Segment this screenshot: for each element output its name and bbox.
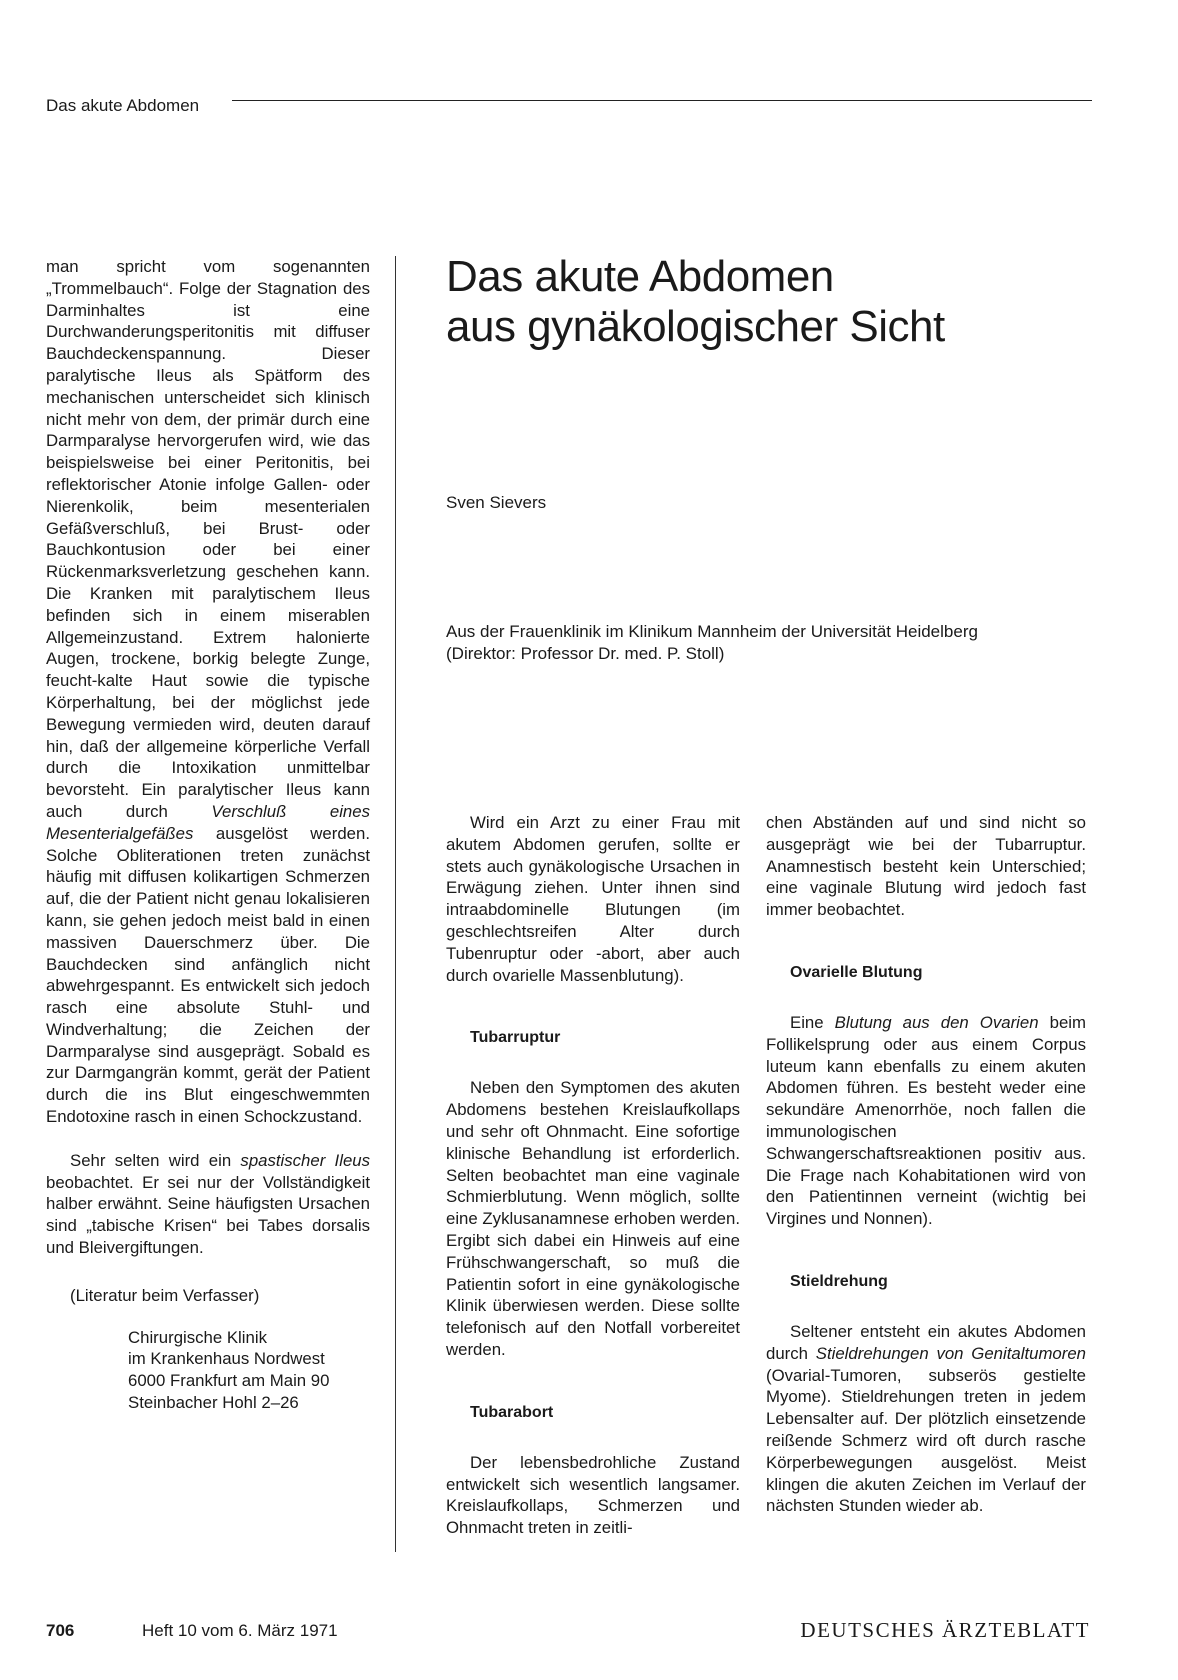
text-span: Seltener entsteht ein akutes Abdomen durch: [766, 1321, 1086, 1363]
paragraph-intro: Wird ein Arzt zu einer Frau mit akutem Abdomen gerufen, sollte er stets auch gynäkologische Ursachen in Erwägung ziehen. Unter ihnen sind intraabdominelle Blutungen (im geschlechtsreifen Alter durch Tubenruptur oder -abort, aber auch durch ovarielle Massenblutung).: [446, 813, 740, 985]
paragraph-tubarabort: Der lebensbedrohliche Zustand entwickelt sich wesentlich langsamer. Kreislaufkollaps, Schmerzen und Ohnmacht treten in zeitli-: [446, 1452, 740, 1538]
title-line: Das akute Abdomen: [446, 252, 834, 301]
affiliation: [446, 621, 1106, 665]
text-span: (Ovarial-Tumoren, subserös gestielte Myome). Stieldrehungen treten in jedem Lebensalter auf. Der plötzlich einsetzende reißende Schmerz wird oft durch rasche Körperbewegungen ausgelöst. Meist klingen die akuten Zeichen im Verlauf der nächsten Stunden wieder ab.: [766, 1365, 1086, 1516]
text-span: Sehr selten wird ein: [70, 1150, 241, 1170]
text-span: ausgelöst werden. Solche Obliterationen treten zunächst häufig mit diffusen kolikartigen Schmerzen auf, die der Patient nicht genau lokalisieren kann, sie gehen jedoch meist bald in einen massiven Dauerschmerz über. Die Bauchdecken sind anfänglich nicht abwehrgespannt. Es entwickelt sich jedoch rasch eine absolute Stuhl- und Windverhaltung; die Zeichen der Darmparalyse sind ausgeprägt. Sobald es zur Darmgangrän kommt, gerät der Patient durch die ins Blut eingeschwemmten Endotoxine rasch in einen Schockzustand.: [46, 823, 370, 1127]
author-address: [128, 1327, 370, 1414]
column-divider: [395, 256, 396, 1552]
affiliation-line: (Direktor: Professor Dr. med. P. Stoll): [446, 644, 725, 663]
address-line: im Krankenhaus Nordwest: [128, 1349, 325, 1369]
emphasis: spastischer Ileus: [240, 1150, 370, 1170]
running-head: Das akute Abdomen: [46, 96, 200, 115]
page-number: 706: [46, 1621, 75, 1640]
column-left: [46, 256, 370, 1414]
paragraph-spastic-ileus: [46, 1150, 370, 1259]
column-middle: [446, 812, 740, 1539]
text-span: man spricht vom sogenannten „Trommelbauch“. Folge der Stagnation des Darminhaltes ist eine Durchwanderungsperitonitis mit diffuser Bauchdeckenspannung. Dieser paralytische Ileus als Spätform des mechanischen unterscheidet sich klinisch nicht mehr von dem, der primär durch eine Darmparalyse hervorgerufen wird, wie das beispielsweise bei einer Peritonitis, bei reflektorischer Atonie infolge Gallen- oder Nierenkolik, beim mesenterialen Gefäßverschluß, bei Brust- oder Bauchkontusion oder bei einer Rückenmarksverletzung geschehen kann. Die Kranken mit paralytischem Ileus befinden sich in einem miserablen Allgemeinzustand. Extrem halonierte Augen, trockene, borkig belegte Zunge, feucht-kalte Haut sowie die typische Körperhaltung, bei der möglichst jede Bewegung vermieden wird, deuten darauf hin, daß der allgemeine körperliche Verfall durch die Intoxikation unmittelbar bevorsteht. Ein paralytischer Ileus kann auch durch: [46, 257, 370, 821]
paragraph-stieldrehung: [766, 1321, 1086, 1517]
text-span: beim Follikelsprung oder aus einem Corpus luteum kann ebenfalls zu einem akuten Abdomen führen. Es besteht weder eine sekundäre Amenorrhöe, noch fallen die immunologischen Schwangerschaftsreaktionen positiv aus. Die Frage nach Kohabitationen wird von den Patientinnen verneint (wichtig bei Virgines und Nonnen).: [766, 1012, 1087, 1229]
emphasis: Stieldrehungen von Genitaltumoren: [815, 1343, 1087, 1363]
author-name: Sven Sievers: [446, 493, 547, 512]
text-span: Eine: [790, 1012, 835, 1032]
address-line: Chirurgische Klinik: [128, 1327, 267, 1347]
journal-name: DEUTSCHES ÄRZTEBLATT: [800, 1618, 1090, 1642]
header-rule: [232, 100, 1092, 101]
heading-tubarabort: Tubarabort: [470, 1403, 554, 1421]
paragraph-tubarruptur: Neben den Symptomen des akuten Abdomens bestehen Kreislaufkollaps und sehr oft Ohnmacht. Eine sofortige klinische Behandlung ist erforderlich. Selten beobachtet man eine vaginale Schmierblutung. Wenn möglich, sollte eine Zyklusanamnese erhoben werden. Ergibt sich dabei ein Hinweis auf eine Frühschwangerschaft, so muß die Patientin sofort in eine gynäkologische Klinik überwiesen werden. Diese sollte telefonisch auf den Notfall vorbereitet werden.: [446, 1078, 740, 1359]
heading-tubarruptur: Tubarruptur: [470, 1029, 561, 1047]
emphasis: Blutung aus den Ovarien: [834, 1012, 1039, 1032]
heading-ovarielle-blutung: Ovarielle Blutung: [790, 963, 923, 981]
heading-stieldrehung: Stieldrehung: [790, 1272, 888, 1290]
paragraph-ileus: [46, 256, 370, 1128]
address-line: Steinbacher Hohl 2–26: [128, 1393, 299, 1413]
paragraph-ovarielle-blutung: [766, 1012, 1086, 1230]
paragraph-tubarabort-cont: chen Abständen auf und sind nicht so ausgeprägt wie bei der Tubarruptur. Anamnestisch besteht kein Unterschied; eine vaginale Blutung wird jedoch fast immer beobachtet.: [766, 813, 1086, 920]
column-right: [766, 812, 1086, 1517]
address-line: 6000 Frankfurt am Main 90: [128, 1371, 330, 1391]
title-line: aus gynäkologischer Sicht: [446, 302, 945, 351]
text-span: beobachtet. Er sei nur der Vollständigkeit halber erwähnt. Seine häufigsten Ursachen sind „tabische Krisen“ bei Tabes dorsalis und Bleivergiftungen.: [46, 1172, 370, 1258]
issue-info: Heft 10 vom 6. März 1971: [142, 1621, 338, 1640]
emphasis: Verschluß eines Mesenterialgefäßes: [46, 801, 370, 843]
affiliation-line: Aus der Frauenklinik im Klinikum Mannheim der Universität Heidelberg: [446, 622, 978, 641]
article-title: [446, 252, 1096, 352]
literature-note: (Literatur beim Verfasser): [70, 1285, 260, 1305]
